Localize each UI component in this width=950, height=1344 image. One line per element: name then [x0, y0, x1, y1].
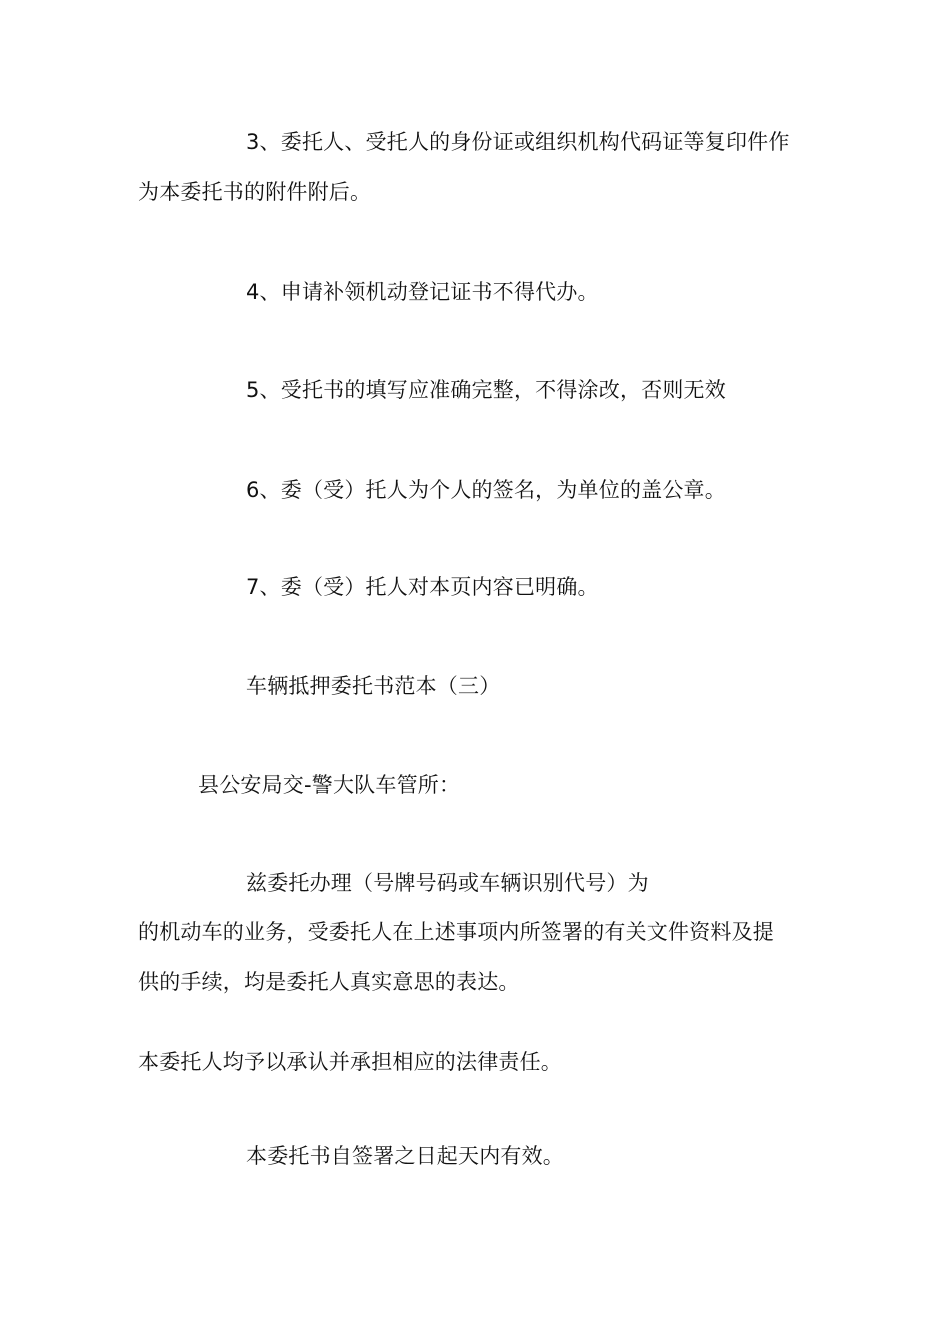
validity-statement: 本委托书自签署之日起天内有效。 — [246, 1144, 564, 1168]
addressee: 县公安局交-警大队车管所： — [198, 773, 461, 797]
section-title: 车辆抵押委托书范本（三） — [246, 674, 501, 698]
item-7: 7、委（受）托人对本页内容已明确。 — [246, 575, 599, 599]
item-6: 6、委（受）托人为个人的签名，为单位的盖公章。 — [246, 478, 726, 502]
body-paragraph-1-line-2: 的机动车的业务，受委托人在上述事项内所签署的有关文件资料及提 — [138, 920, 774, 944]
body-paragraph-1-line-1: 兹委托办理（号牌号码或车辆识别代号）为 — [246, 871, 649, 895]
item-4: 4、申请补领机动登记证书不得代办。 — [246, 280, 599, 304]
item-3-line-2: 为本委托书的附件附后。 — [138, 180, 372, 204]
body-paragraph-1-line-3: 供的手续，均是委托人真实意思的表达。 — [138, 970, 520, 994]
body-paragraph-2: 本委托人均予以承认并承担相应的法律责任。 — [138, 1050, 562, 1074]
item-5: 5、受托书的填写应准确完整，不得涂改，否则无效 — [246, 378, 726, 402]
item-3-line-1: 3、委托人、受托人的身份证或组织机构代码证等复印件作 — [246, 130, 790, 154]
